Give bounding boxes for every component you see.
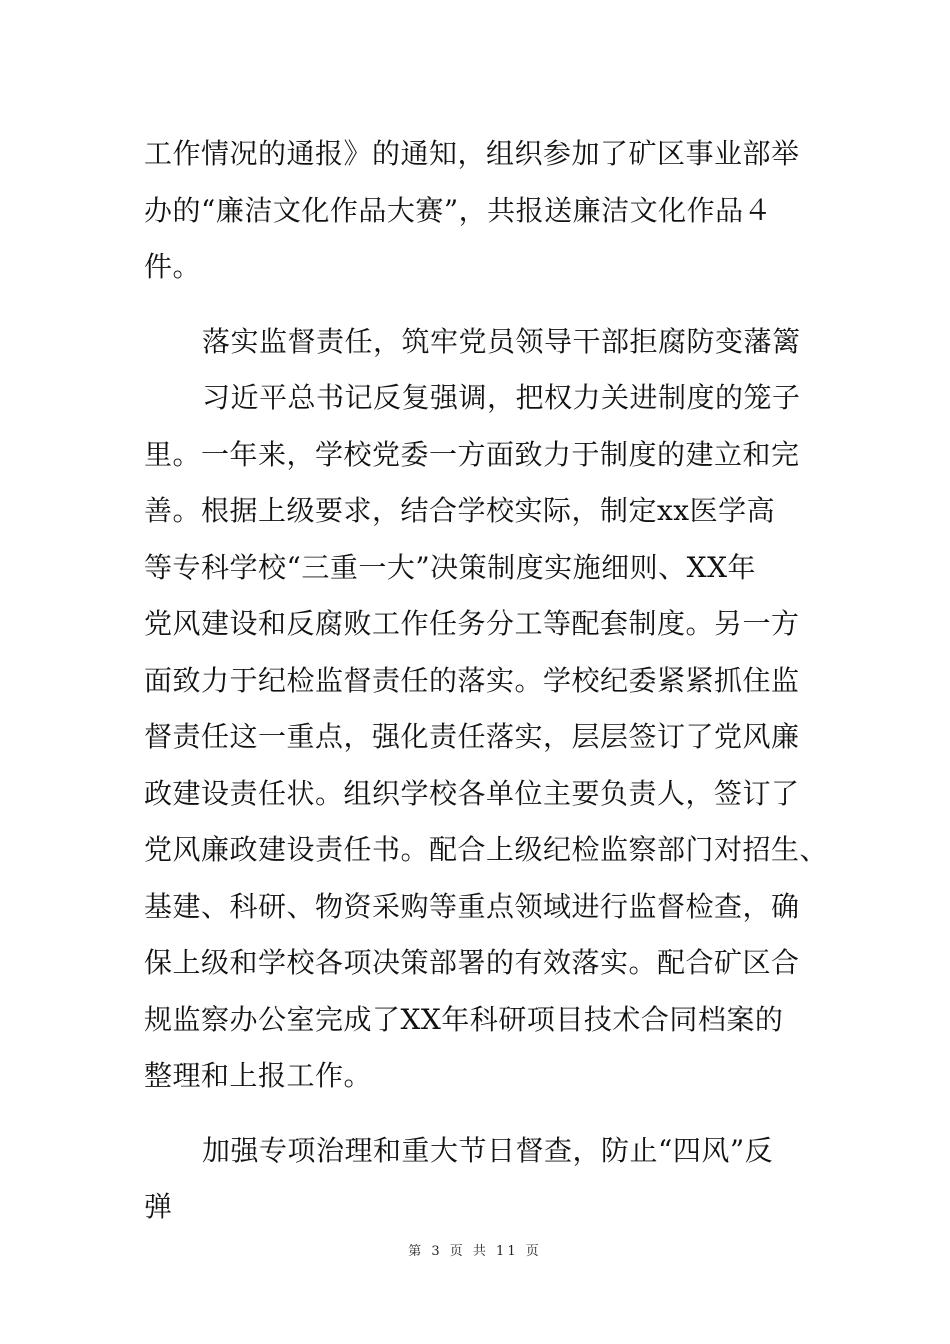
- text-line: 党风廉政建设责任书。配合上级纪检监察部门对招生、: [144, 833, 829, 866]
- text-line: 办的“廉洁文化作品大赛”，共报送廉洁文化作品４: [144, 193, 773, 227]
- text-line: 件。: [144, 250, 202, 283]
- text-line: 政建设责任状。组织学校各单位主要负责人，签订了: [144, 776, 800, 810]
- paragraph-spacer: [144, 296, 824, 314]
- document-body: [144, 126, 829, 1236]
- text-line: 里。一年来，学校党委一方面致力于制度的建立和完: [144, 437, 800, 471]
- paragraph-spacer: [144, 1105, 824, 1123]
- text-line: 工作情况的通报》的通知，组织参加了矿区事业部举: [144, 137, 800, 170]
- section-heading: [144, 1123, 824, 1236]
- text-line: 习近平总书记反复强调，把权力关进制度的笼子: [202, 381, 801, 414]
- section-heading: 落实监督责任，筑牢党员领导干部拒腐防变藩篱: [202, 324, 801, 358]
- text-line: 等专科学校“三重一大”决策制度实施细则、XX年: [144, 550, 756, 584]
- paragraph: [144, 126, 824, 296]
- text-line: 加强专项治理和重大节日督查，防止“四风”反: [202, 1133, 774, 1167]
- text-line: 保上级和学校各项决策部署的有效落实。配合矿区合: [144, 946, 800, 979]
- text-line: 基建、科研、物资采购等重点领域进行监督检查，确: [144, 889, 800, 923]
- text-line: 督责任这一重点，强化责任落实，层层签订了党风廉: [144, 720, 800, 753]
- text-line: 整理和上报工作。: [144, 1059, 373, 1092]
- text-line: 党风建设和反腐败工作任务分工等配套制度。另一方: [144, 607, 800, 640]
- text-line: 弹: [144, 1190, 173, 1223]
- paragraph: [144, 370, 829, 1105]
- text-line: 面致力于纪检监督责任的落实。学校纪委紧紧抓住监: [144, 663, 800, 697]
- text-line: 善。根据上级要求，结合学校实际，制定xx医学高: [144, 494, 776, 527]
- page-number: 第 3 页 共 11 页: [408, 1244, 542, 1259]
- text-line: 规监察办公室完成了XX年科研项目技术合同档案的: [144, 1002, 784, 1036]
